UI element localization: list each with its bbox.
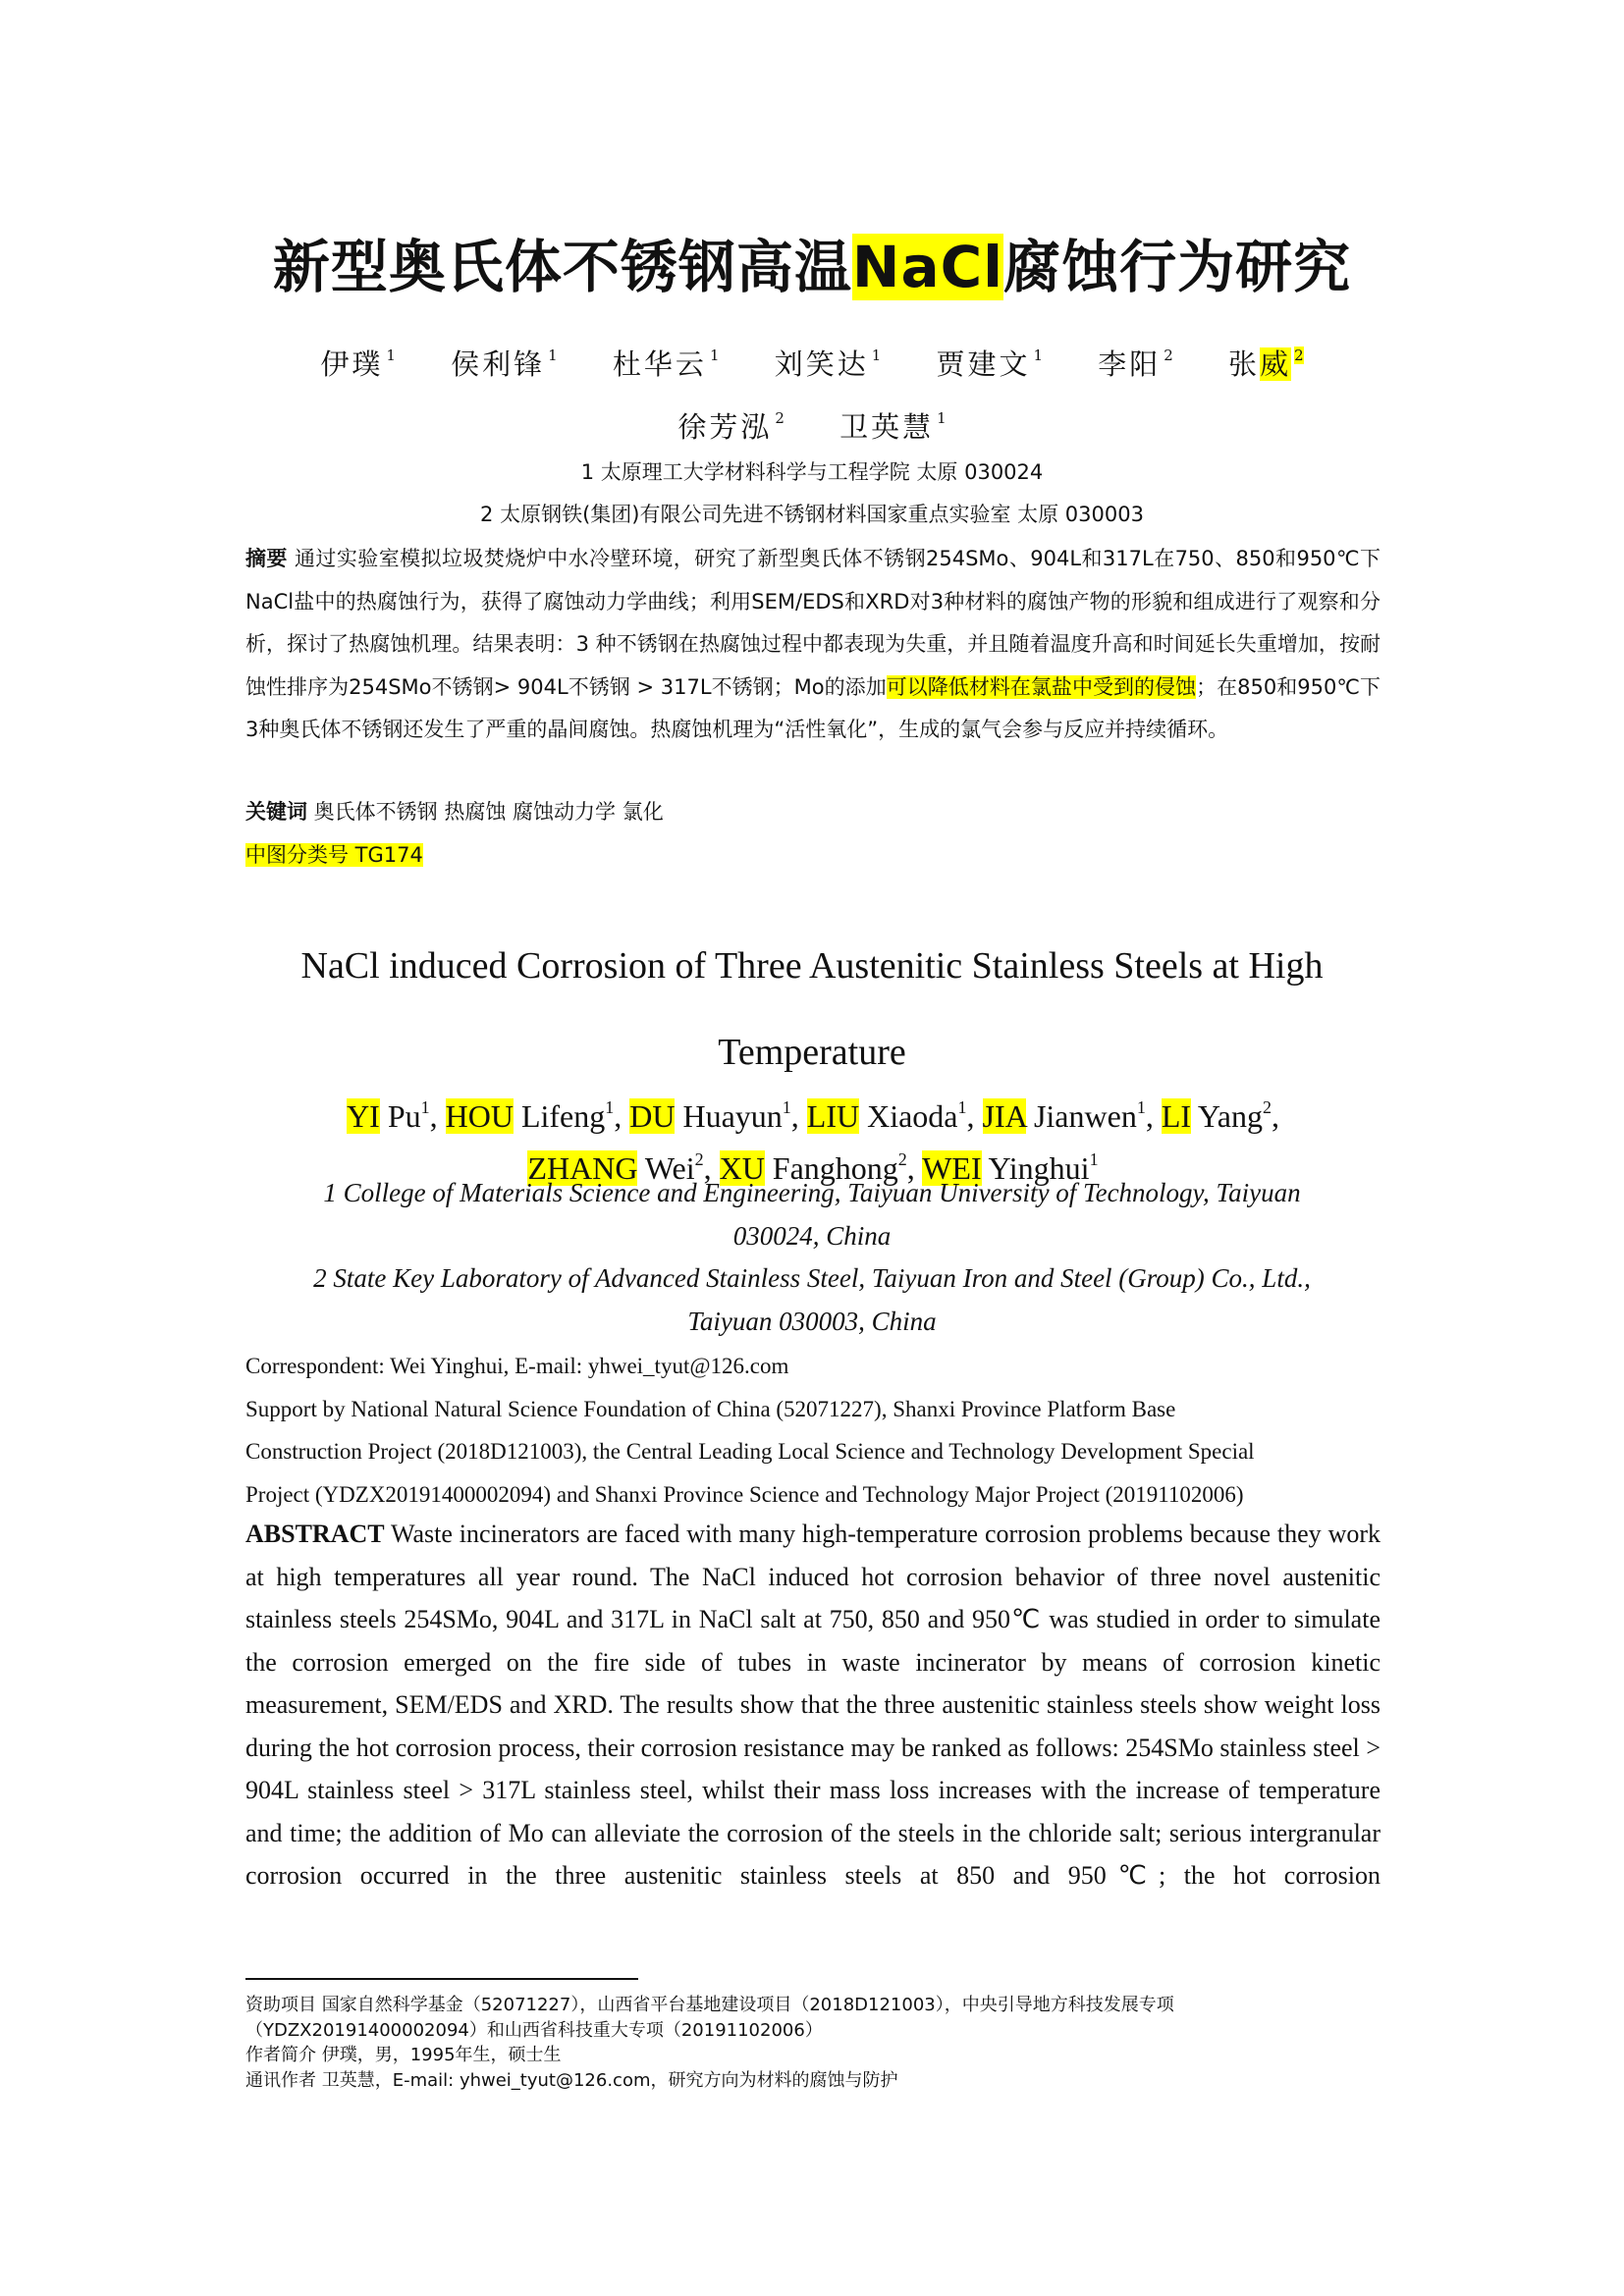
english-author: XU Fanghong$^2$ [719, 1149, 907, 1186]
chinese-keywords [245, 797, 1380, 827]
english-author: YI Pu$^1$ [347, 1097, 430, 1134]
english-author: HOU Lifeng$^1$ [445, 1097, 615, 1134]
footnote-funding-2: （YDZX20191400002094）和山西省科技重大专项（20191102006） [245, 2019, 823, 2041]
chinese-author: 贾建文 $^1$ [936, 347, 1044, 381]
chinese-author: 侯利锋 $^1$ [451, 347, 558, 381]
chinese-abstract-highlight: 可以降低材料在氯盐中受到的侵蚀 [886, 674, 1197, 699]
english-title-line2: Temperature [718, 1032, 906, 1073]
english-title-line1: NaCl induced Corrosion of Three Austenitic Stainless Steels at High [300, 945, 1324, 987]
clc-number [245, 840, 1380, 870]
english-abstract-text: Waste incinerators are faced with many high-temperature corrosion problems because they work at high temperatures all year round. The NaCl induced hot corrosion behavior of three novel austenitic stainless steels 254SMo, 904L and 317L in NaCl salt at 750, 850 and 950℃ was studied in order to simulate the corrosion emerged on the fire side of tubes in waste incinerator by means of corrosion kinetic measurement, SEM/EDS and XRD. The results show that the three austenitic stainless steels show weight loss during the hot corrosion process, their corrosion resistance may be ranked as follows: 254SMo stainless steel > 904L stainless steel > 317L stainless steel, whilst their mass loss increases with the increase of temperature and time; the addition of Mo can alleviate the corrosion of the steels in the chloride salt; serious intergranular corrosion occurred in the three austenitic stainless steels at 850 and 950℃; the hot corrosion [245, 1520, 1380, 1890]
keywords-text: 奥氏体不锈钢 热腐蚀 腐蚀动力学 氯化 [307, 800, 664, 824]
footnote-divider [245, 1978, 638, 1980]
chinese-abstract-label: 摘要 [245, 547, 288, 570]
chinese-title-part2: 腐蚀行为研究 [1003, 234, 1352, 300]
chinese-author: 刘笑达 $^1$ [774, 347, 882, 381]
chinese-author: 伊璞 $^1$ [320, 347, 396, 381]
english-abstract-label: ABSTRACT [245, 1520, 385, 1548]
support-line: Project (YDZX20191400002094) and Shanxi Province Science and Technology Major Project (20191102006) [245, 1481, 1244, 1507]
chinese-affiliation-2: 2 太原钢铁(集团)有限公司先进不锈钢材料国家重点实验室 太原 030003 [480, 503, 1144, 526]
footnote-corresponding: 通讯作者 卫英慧，E-mail: yhwei_tyut@126.com，研究方向为材料的腐蚀与防护 [245, 2069, 898, 2091]
chinese-author: 杜华云 $^1$ [612, 347, 720, 381]
keywords-label: 关键词 [245, 800, 307, 824]
chinese-author: 卫英慧 $^1$ [839, 409, 947, 444]
english-abstract [245, 1513, 1380, 1897]
chinese-abstract-text-1: 通过实验室模拟垃圾焚烧炉中水冷壁环境，研究了新型奥氏体不锈钢254SMo、904L和317L在750、850和950℃下NaCl盐中的热腐蚀行为，获得了腐蚀动力学曲线；利用SEM/EDS和XRD对3种材料的腐蚀产物的形貌和组成进行了观察和分析，探讨了热腐蚀机理。结果表明：3 种不锈钢在热腐蚀过程中都表现为失重，并且随着温度升高和时间延长失重增加，按耐蚀性排序为254SMo不锈钢> 904L不锈钢 > 317L不锈钢；Mo的添加 [245, 547, 1381, 699]
english-author: WEI Yinghui$^1$ [922, 1149, 1099, 1186]
english-title [255, 923, 1369, 1095]
chinese-title-part1: 新型奥氏体不锈钢高温 [272, 234, 852, 300]
footnotes [245, 1993, 1380, 2093]
english-authors-line1: YI Pu$^1$, HOU Lifeng$^1$, DU Huayun$^1$, LIU Xiaoda$^1$, JIA Jianwen$^1$, LI Yang$^2$, [347, 1097, 1279, 1134]
chinese-title-highlight: NaCl [851, 234, 1004, 300]
footnote-author-bio: 作者简介 伊璞，男，1995年生，硕士生 [245, 2045, 562, 2065]
chinese-author-zhang: 张威 $^2$ [1228, 347, 1304, 381]
correspondent: Correspondent: Wei Yinghui, E-mail: yhwei_tyut@126.com [245, 1354, 789, 1378]
footnote-funding-1: 资助项目 国家自然科学基金（52071227），山西省平台基地建设项目（2018D121003），中央引导地方科技发展专项 [245, 1995, 1174, 2015]
chinese-abstract-text-2: ；在850和950℃下3种奥氏体不锈钢还发生了严重的晶间腐蚀。热腐蚀机理为“活性氧化”，生成的氯气会参与反应并持续循环。 [245, 674, 1380, 741]
english-author: LIU Xiaoda$^1$ [806, 1097, 967, 1134]
chinese-affiliation-1: 1 太原理工大学材料科学与工程学院 太原 030024 [580, 460, 1044, 484]
english-meta [245, 1345, 1380, 1516]
english-affiliation-1: 1 College of Materials Science and Engineering, Taiyuan University of Technology, Taiyuan 030024, China [323, 1178, 1301, 1251]
english-affiliation-2: 2 State Key Laboratory of Advanced Stainless Steel, Taiyuan Iron and Steel (Group) Co., Ltd., Taiyuan 030003, China [313, 1263, 1311, 1336]
english-author: ZHANG Wei$^2$ [527, 1149, 704, 1186]
chinese-abstract [245, 538, 1380, 752]
chinese-author: 李阳 $^2$ [1098, 347, 1173, 381]
chinese-authors-line2 [0, 397, 1624, 449]
english-author: LI Yang$^2$ [1161, 1097, 1272, 1134]
english-authors-line2: ZHANG Wei$^2$, XU Fanghong$^2$, WEI Yinghui$^1$ [527, 1149, 1099, 1186]
chinese-title [0, 228, 1624, 306]
chinese-authors-line1 [0, 334, 1624, 386]
clc-text: 中图分类号 TG174 [245, 843, 423, 867]
english-author: JIA Jianwen$^1$ [982, 1097, 1146, 1134]
support-line: Construction Project (2018D121003), the Central Leading Local Science and Technology Development Special [245, 1439, 1255, 1464]
chinese-author: 徐芳泓 $^2$ [677, 409, 785, 444]
support-line: Support by National Natural Science Foundation of China (52071227), Shanxi Province Platform Base [245, 1396, 1176, 1421]
english-author: DU Huayun$^1$ [629, 1097, 791, 1134]
